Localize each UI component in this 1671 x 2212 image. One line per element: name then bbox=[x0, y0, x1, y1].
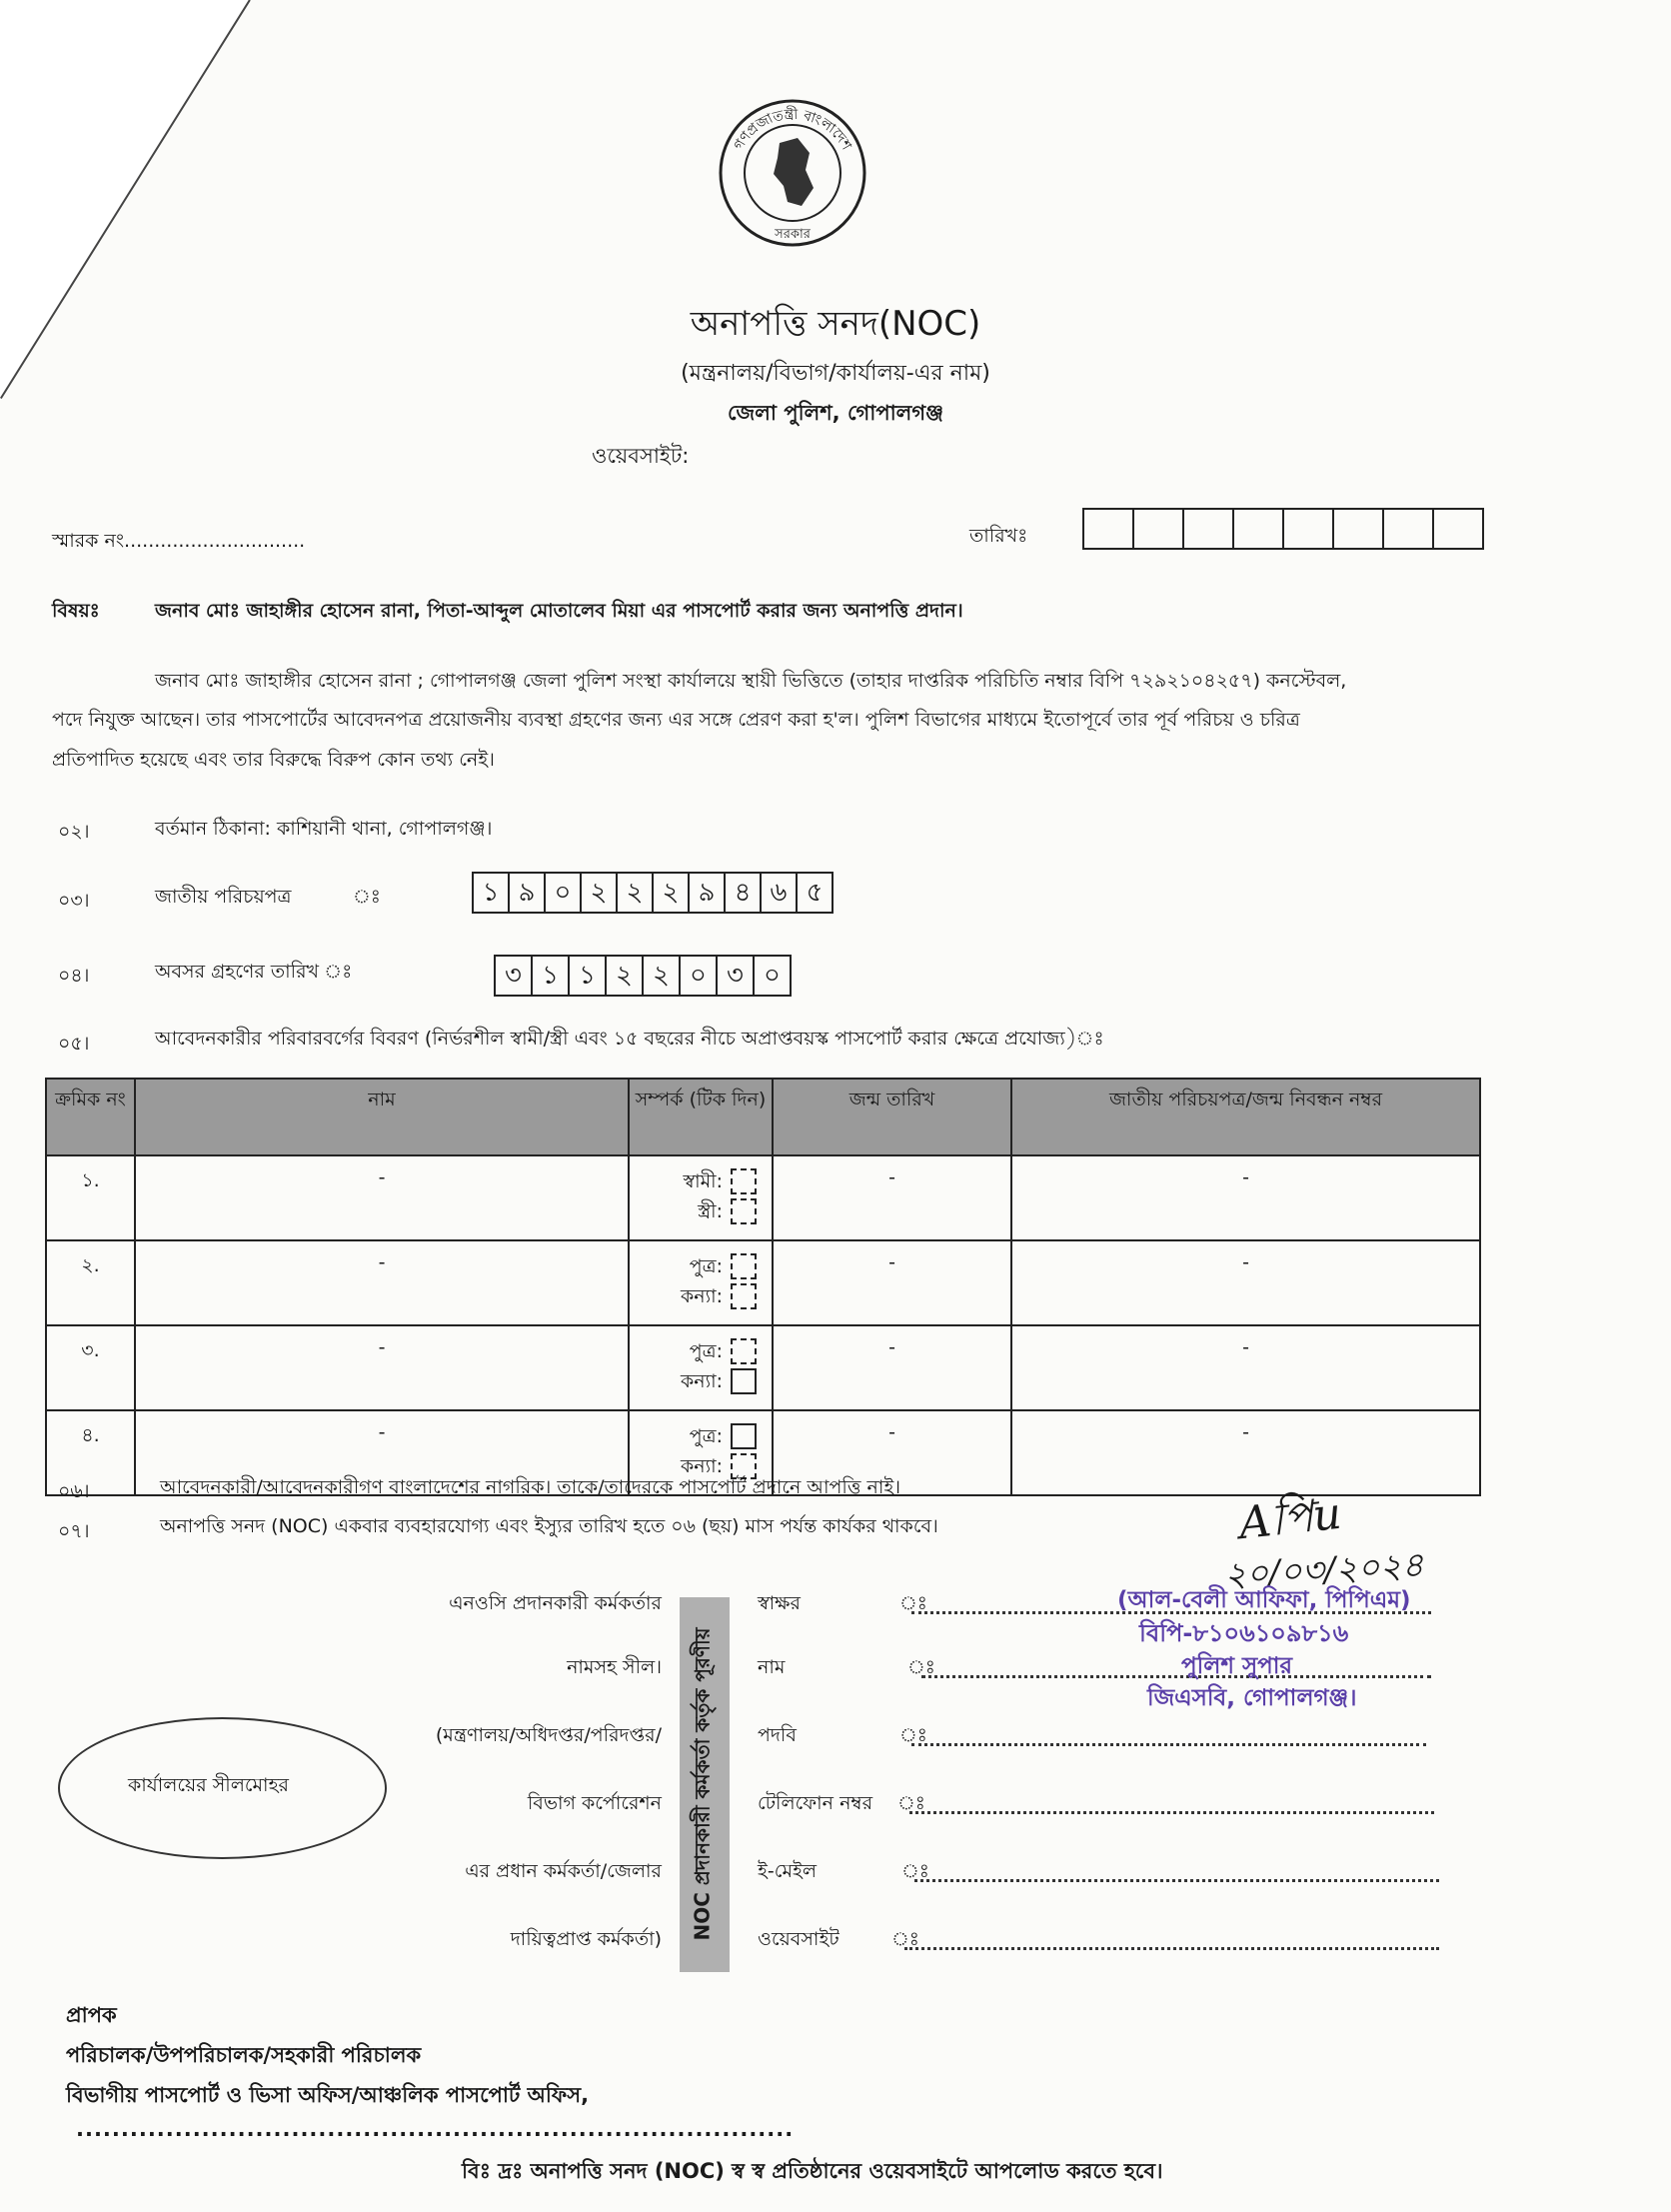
nid-digit: ২ bbox=[654, 874, 690, 912]
nid-digit: ৫ bbox=[806, 878, 824, 908]
cell-relation bbox=[629, 1325, 773, 1410]
cell-birth-date: - bbox=[773, 1155, 1011, 1240]
officer-left-line-2: নামসহ সীল। bbox=[567, 1656, 662, 1678]
officer-left-line-6: দায়িত্বপ্রাপ্ত কর্মকর্তা) bbox=[510, 1928, 662, 1950]
relation-label: পুত্র: bbox=[689, 1425, 723, 1447]
body-line-2: পদে নিযুক্ত আছেন। তার পাসপোর্টের আবেদনপত্র প্রয়োজনীয় ব্যবস্থা গ্রহণের জন্য এর সঙ্গে প্রেরণ করা হ'ল। পুলিশ বিভাগের মাধ্যমে ইতোপূর্বে তার পূর্ব পরিচয় ও চরিত্র bbox=[52, 709, 1300, 731]
field-colon: ঃ bbox=[907, 1656, 935, 1678]
officer-left-line-1: এনওসি প্রদানকারী কর্মকর্তার bbox=[449, 1592, 662, 1614]
date-box[interactable] bbox=[1434, 510, 1482, 548]
seal-top-text: গণপ্রজাতন্ত্রী বাংলাদেশ bbox=[731, 106, 854, 153]
nid-number-boxes bbox=[472, 872, 834, 914]
cell-serial: ২. bbox=[46, 1240, 135, 1325]
nid-label: জাতীয় পরিচয়পত্র bbox=[155, 886, 292, 908]
cell-relation bbox=[629, 1240, 773, 1325]
email-fill-line[interactable] bbox=[914, 1879, 1439, 1882]
field-colon: ঃ bbox=[897, 1792, 925, 1814]
handwritten-signature: Aপিu bbox=[1236, 1487, 1344, 1550]
stamp-unit: জিএসবি, গোপালগঞ্জ। bbox=[1147, 1685, 1357, 1711]
item-number-05: ০৫। bbox=[58, 1033, 90, 1055]
nid-digit: ৯ bbox=[510, 874, 546, 912]
cell-serial: ১. bbox=[46, 1155, 135, 1240]
date-box[interactable] bbox=[1084, 510, 1134, 548]
relation-checkbox[interactable] bbox=[731, 1368, 757, 1394]
col-birth-date: জন্ম তারিখ bbox=[773, 1079, 1011, 1155]
cell-name: - bbox=[135, 1410, 629, 1495]
nid-digit: ৯ bbox=[690, 874, 726, 912]
item-number-07: ০৭। bbox=[58, 1520, 90, 1542]
cell-name: - bbox=[135, 1155, 629, 1240]
office-name: জেলা পুলিশ, গোপালগঞ্জ bbox=[727, 401, 944, 425]
officer-left-line-5: এর প্রধান কর্মকর্তা/জেলার bbox=[465, 1860, 662, 1882]
stamp-designation: পুলিশ সুপার bbox=[1181, 1653, 1293, 1679]
retirement-digit: ২ bbox=[644, 957, 681, 995]
relation-checkbox[interactable] bbox=[731, 1198, 757, 1224]
band-text: NOC প্রদানকারী কর্মকর্তা কর্তৃক পূরণীয় bbox=[690, 1627, 715, 1941]
date-boxes[interactable] bbox=[1082, 508, 1484, 550]
item-number-06: ০৬। bbox=[58, 1480, 90, 1502]
seal-bottom-text: সরকার bbox=[775, 227, 811, 242]
col-serial: ক্রমিক নং bbox=[46, 1079, 135, 1155]
item-number-03: ০৩। bbox=[58, 890, 90, 912]
relation-checkbox[interactable] bbox=[731, 1338, 757, 1364]
date-box[interactable] bbox=[1384, 510, 1434, 548]
relation-label: পুত্র: bbox=[689, 1340, 723, 1362]
recipient-address-line: ................................................................................ bbox=[76, 2117, 795, 2141]
nid-digit: ৬ bbox=[762, 874, 798, 912]
nid-digit: ১ bbox=[474, 874, 510, 912]
cell-serial: ৪. bbox=[46, 1410, 135, 1495]
cell-relation bbox=[629, 1155, 773, 1240]
telephone-fill-line[interactable] bbox=[909, 1811, 1434, 1814]
subject-text: জনাব মোঃ জাহাঙ্গীর হোসেন রানা, পিতা-আব্দুল মোতালেব মিয়া এর পাসপোর্ট করার জন্য অনাপত্তি প্রদান। bbox=[155, 600, 963, 622]
table-row bbox=[46, 1155, 1480, 1240]
retirement-digit: ২ bbox=[607, 957, 644, 995]
present-address: বর্তমান ঠিকানা: কাশিয়ানী থানা, গোপালগঞ্জ। bbox=[155, 818, 493, 840]
col-name: নাম bbox=[135, 1079, 629, 1155]
website-label: ওয়েবসাইট: bbox=[592, 444, 690, 468]
recipient-label: প্রাপক bbox=[66, 2003, 117, 2027]
field-signature-label: স্বাক্ষর bbox=[758, 1592, 801, 1614]
signature-date: ২০/০৩/২০২৪ bbox=[1222, 1544, 1425, 1596]
website-fill-line[interactable] bbox=[904, 1947, 1439, 1950]
item-number-04: ০৪। bbox=[58, 965, 90, 987]
memo-number: স্মারক নং.............................. bbox=[52, 530, 306, 552]
name-fill-line[interactable] bbox=[921, 1675, 1431, 1678]
date-box[interactable] bbox=[1334, 510, 1384, 548]
cell-id-number: - bbox=[1011, 1325, 1480, 1410]
relation-label: কন্যা: bbox=[680, 1285, 723, 1307]
table-row bbox=[46, 1325, 1480, 1410]
retirement-digit: ০ bbox=[764, 961, 781, 991]
citizenship-statement: আবেদনকারী/আবেদনকারীগণ বাংলাদেশের নাগরিক। তাকে/তাদেরকে পাসপোর্ট প্রদানে আপত্তি নাই। bbox=[160, 1476, 901, 1498]
retirement-date-label: অবসর গ্রহণের তারিখ ঃ bbox=[155, 961, 353, 983]
nid-colon: ঃ bbox=[353, 886, 381, 908]
subject-label: বিষয়ঃ bbox=[52, 600, 100, 622]
officer-left-line-3: (মন্ত্রণালয়/অধিদপ্তর/পরিদপ্তর/ bbox=[435, 1724, 662, 1746]
relation-checkbox[interactable] bbox=[731, 1168, 757, 1194]
field-website-label: ওয়েবসাইট bbox=[758, 1928, 839, 1950]
office-seal-label: কার্যালয়ের সীলমোহর bbox=[128, 1774, 290, 1796]
cell-birth-date: - bbox=[773, 1240, 1011, 1325]
relation-label: স্বামী: bbox=[683, 1170, 723, 1192]
retirement-date-boxes bbox=[494, 955, 792, 997]
col-id-number: জাতীয় পরিচয়পত্র/জন্ম নিবন্ধন নম্বর bbox=[1011, 1079, 1480, 1155]
family-members-table bbox=[45, 1078, 1481, 1496]
field-colon: ঃ bbox=[899, 1724, 927, 1746]
col-relation: সম্পর্ক (টিক দিন) bbox=[629, 1079, 773, 1155]
field-colon: ঃ bbox=[901, 1860, 929, 1882]
retirement-digit: ১ bbox=[533, 957, 570, 995]
table-row bbox=[46, 1240, 1480, 1325]
field-telephone-label: টেলিফোন নম্বর bbox=[758, 1792, 873, 1814]
body-line-3: প্রতিপাদিত হয়েছে এবং তার বিরুদ্ধে বিরুপ কোন তথ্য নেই। bbox=[52, 749, 495, 771]
field-colon: ঃ bbox=[899, 1592, 927, 1614]
retirement-digit: ৩ bbox=[718, 957, 755, 995]
relation-label: পুত্র: bbox=[689, 1255, 723, 1277]
cell-id-number: - bbox=[1011, 1410, 1480, 1495]
cell-name: - bbox=[135, 1240, 629, 1325]
relation-checkbox[interactable] bbox=[731, 1253, 757, 1279]
nid-digit: ০ bbox=[546, 874, 582, 912]
relation-checkbox[interactable] bbox=[731, 1423, 757, 1449]
recipient-line-1: পরিচালক/উপপরিচালক/সহকারী পরিচালক bbox=[66, 2043, 422, 2067]
date-box[interactable] bbox=[1234, 510, 1284, 548]
validity-statement: অনাপত্তি সনদ (NOC) একবার ব্যবহারযোগ্য এবং ইস্যুর তারিখ হতে ০৬ (ছয়) মাস পর্যন্ত কার্যকর থাকবে। bbox=[160, 1515, 938, 1537]
date-label: তারিখঃ bbox=[969, 525, 1028, 547]
cell-name: - bbox=[135, 1325, 629, 1410]
retirement-digit: ১ bbox=[570, 957, 607, 995]
ministry-name-line: (মন্ত্রনালয়/বিভাগ/কার্যালয়-এর নাম) bbox=[681, 361, 990, 386]
field-name-label: নাম bbox=[758, 1656, 786, 1678]
field-colon: ঃ bbox=[891, 1928, 919, 1950]
cell-id-number: - bbox=[1011, 1155, 1480, 1240]
retirement-digit: ০ bbox=[681, 957, 718, 995]
body-line-1: জনাব মোঃ জাহাঙ্গীর হোসেন রানা ; গোপালগঞ্জ জেলা পুলিশ সংস্থা কার্যালয়ে স্থায়ী ভিত্তিতে (তাহার দাপ্তরিক পরিচিতি নম্বার বিপি ৭২৯২১০৪২৫৭) কনস্টেবল, bbox=[155, 670, 1347, 692]
cell-serial: ৩. bbox=[46, 1325, 135, 1410]
cell-id-number: - bbox=[1011, 1240, 1480, 1325]
item-number-02: ০২। bbox=[58, 821, 90, 843]
family-details-label: আবেদনকারীর পরিবারবর্গের বিবরণ (নির্ভরশীল স্বামী/স্ত্রী এবং ১৫ বছরের নীচে অপ্রাপ্তবয়স্ক পাসপোর্ট করার ক্ষেত্রে প্রযোজ্য)ঃ bbox=[155, 1028, 1104, 1050]
table-header-row bbox=[46, 1079, 1480, 1155]
government-seal-logo bbox=[718, 98, 867, 248]
recipient-line-2: বিভাগীয় পাসপোর্ট ও ভিসা অফিস/আঞ্চলিক পাসপোর্ট অফিস, bbox=[66, 2083, 590, 2107]
relation-label: কন্যা: bbox=[680, 1455, 723, 1477]
date-box[interactable] bbox=[1284, 510, 1334, 548]
relation-label: কন্যা: bbox=[680, 1370, 723, 1392]
nid-digit: ২ bbox=[582, 874, 618, 912]
relation-checkbox[interactable] bbox=[731, 1283, 757, 1309]
officer-left-line-4: বিভাগ কর্পোরেশন bbox=[527, 1792, 662, 1814]
date-box[interactable] bbox=[1134, 510, 1184, 548]
field-email-label: ই-মেইল bbox=[758, 1860, 818, 1882]
nid-digit: ২ bbox=[618, 874, 654, 912]
noc-officer-band bbox=[680, 1597, 730, 1972]
document-title: অনাপত্তি সনদ(NOC) bbox=[690, 304, 981, 344]
date-box[interactable] bbox=[1184, 510, 1234, 548]
cell-birth-date: - bbox=[773, 1325, 1011, 1410]
retirement-digit: ৩ bbox=[496, 957, 533, 995]
relation-label: স্ত্রী: bbox=[698, 1200, 723, 1222]
nid-digit: ৪ bbox=[726, 874, 762, 912]
stamp-bp-number: বিপি-৮১০৬১০৯৮১৬ bbox=[1139, 1619, 1349, 1647]
footer-note: বিঃ দ্রঃ অনাপত্তি সনদ (NOC) স্ব স্ব প্রতিষ্ঠানের ওয়েবসাইটে আপলোড করতে হবে। bbox=[462, 2159, 1163, 2183]
cell-birth-date: - bbox=[773, 1410, 1011, 1495]
stamp-officer-name: (আল-বেলী আফিফা, পিপিএম) bbox=[1117, 1587, 1411, 1613]
designation-fill-line[interactable] bbox=[911, 1743, 1426, 1746]
field-designation-label: পদবি bbox=[758, 1724, 797, 1746]
